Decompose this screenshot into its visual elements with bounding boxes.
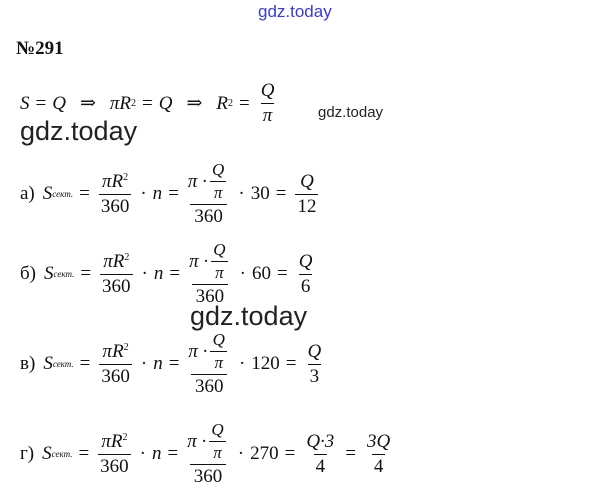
result-fraction <box>306 341 324 388</box>
row-label: а) <box>20 183 35 204</box>
equals: = <box>285 353 297 374</box>
result-fraction <box>297 251 315 298</box>
n-symbol: n <box>153 263 164 284</box>
solution-row <box>20 160 321 228</box>
inner-den: π <box>210 351 227 373</box>
area-subscript: сект. <box>52 359 74 369</box>
sector-fraction <box>99 171 132 218</box>
factor: 30 <box>250 183 270 204</box>
equals: = <box>167 443 179 464</box>
dot: · <box>141 263 148 284</box>
equals: = <box>168 183 179 204</box>
fraction-square: 2 <box>123 341 129 353</box>
row-label: б) <box>20 263 36 284</box>
n-symbol: n <box>152 183 163 204</box>
equals: = <box>276 263 288 284</box>
area-symbol: S <box>43 353 53 374</box>
result-fraction <box>295 171 318 218</box>
result-num: Q <box>298 250 313 272</box>
intro-eq-2: = <box>142 92 153 114</box>
equals: = <box>79 353 91 374</box>
inner-num: Q <box>212 160 225 179</box>
result-num: Q·3 <box>306 430 335 452</box>
equals: = <box>79 183 90 204</box>
inner-fraction <box>211 240 228 283</box>
equals: = <box>345 443 357 464</box>
intro-R: R <box>216 92 228 114</box>
result2-den: 4 <box>373 455 384 477</box>
dot: · <box>239 263 246 284</box>
solution-row <box>20 420 395 488</box>
intro-Q: Q <box>52 92 66 114</box>
nested-den: 360 <box>190 464 227 488</box>
fraction-square: 2 <box>124 251 130 263</box>
equals: = <box>78 443 90 464</box>
dot: · <box>237 443 245 464</box>
nested-fraction <box>189 240 231 308</box>
fraction-den: 360 <box>102 275 131 297</box>
inner-fraction <box>210 330 227 373</box>
dot: · <box>139 443 146 464</box>
intro-eq-1: = <box>35 92 47 114</box>
pi-dot: π · <box>189 250 209 272</box>
nested-fraction <box>188 160 230 228</box>
sector-fraction <box>99 341 132 388</box>
fraction-den: 360 <box>101 365 130 387</box>
fraction-piR: πR <box>101 430 123 452</box>
result2-num: 3Q <box>367 430 391 452</box>
equals: = <box>80 263 92 284</box>
nested-den: 360 <box>192 284 229 308</box>
inner-den: π <box>211 261 228 283</box>
watermark-small: gdz.today <box>318 104 384 121</box>
area-subscript: сект. <box>52 189 74 199</box>
factor: 120 <box>251 353 280 374</box>
result-num: Q <box>307 340 322 362</box>
inner-num: Q <box>213 240 226 259</box>
row-label: г) <box>20 443 35 464</box>
inner-num: Q <box>211 420 224 439</box>
area-subscript: сект. <box>53 269 75 279</box>
dot: · <box>140 353 148 374</box>
inner-fraction <box>209 420 226 463</box>
area-subscript: сект. <box>51 449 73 459</box>
area-symbol: S <box>42 443 52 464</box>
fraction-piR: πR <box>103 250 125 272</box>
intro-square-1: 2 <box>131 98 136 109</box>
result-den: 6 <box>300 275 311 297</box>
pi-dot: π · <box>188 340 208 362</box>
result-den: 3 <box>309 365 320 387</box>
result-fraction <box>304 431 336 478</box>
intro-Q-2: Q <box>158 92 173 114</box>
dot: · <box>238 353 246 374</box>
intro-fraction-den: π <box>262 105 273 126</box>
result-den: 12 <box>297 195 317 217</box>
intro-fraction <box>259 80 277 127</box>
solution-row <box>20 330 326 398</box>
inner-den: π <box>210 181 227 203</box>
row-label: в) <box>20 353 36 374</box>
equals: = <box>284 443 296 464</box>
pi-dot: π · <box>187 170 207 192</box>
dot: · <box>140 183 147 204</box>
fraction-square: 2 <box>122 431 128 443</box>
equals: = <box>168 353 180 374</box>
dot: · <box>238 183 245 204</box>
problem-number: №291 <box>16 38 64 59</box>
area-symbol: S <box>42 183 53 204</box>
fraction-piR: πR <box>102 340 124 362</box>
intro-formula <box>20 80 279 127</box>
factor: 60 <box>251 263 271 284</box>
n-symbol: n <box>152 443 162 464</box>
inner-fraction <box>210 160 227 203</box>
intro-square-2: 2 <box>227 98 233 109</box>
result-den: 4 <box>315 455 326 477</box>
fraction-square: 2 <box>123 171 129 183</box>
fraction-den: 360 <box>100 455 129 477</box>
result-num: Q <box>300 170 314 192</box>
inner-num: Q <box>212 330 225 349</box>
intro-eq-3: = <box>238 92 250 114</box>
factor: 270 <box>250 443 279 464</box>
pi-dot: π · <box>187 430 207 452</box>
equals: = <box>275 183 287 204</box>
nested-fraction <box>187 420 229 488</box>
nested-fraction <box>188 330 230 398</box>
inner-den: π <box>209 441 226 463</box>
watermark-large-1: gdz.today <box>20 116 138 146</box>
intro-implies-2: ⇒ <box>186 93 203 114</box>
solution-row <box>20 240 317 308</box>
nested-den: 360 <box>190 204 227 228</box>
equals: = <box>169 263 181 284</box>
watermark-large-2: gdz.today <box>190 301 308 331</box>
result-fraction-2 <box>365 431 392 478</box>
fraction-piR: πR <box>102 170 124 192</box>
intro-implies-1: ⇒ <box>79 93 96 114</box>
intro-fraction-num: Q <box>260 80 275 101</box>
sector-fraction <box>98 431 131 478</box>
n-symbol: n <box>153 353 163 374</box>
fraction-den: 360 <box>100 195 130 217</box>
intro-piR: πR <box>109 92 131 114</box>
sector-fraction <box>100 251 133 298</box>
intro-S: S <box>20 92 30 114</box>
nested-den: 360 <box>191 374 228 398</box>
watermark-top: gdz.today <box>258 2 332 21</box>
area-symbol: S <box>44 263 54 284</box>
